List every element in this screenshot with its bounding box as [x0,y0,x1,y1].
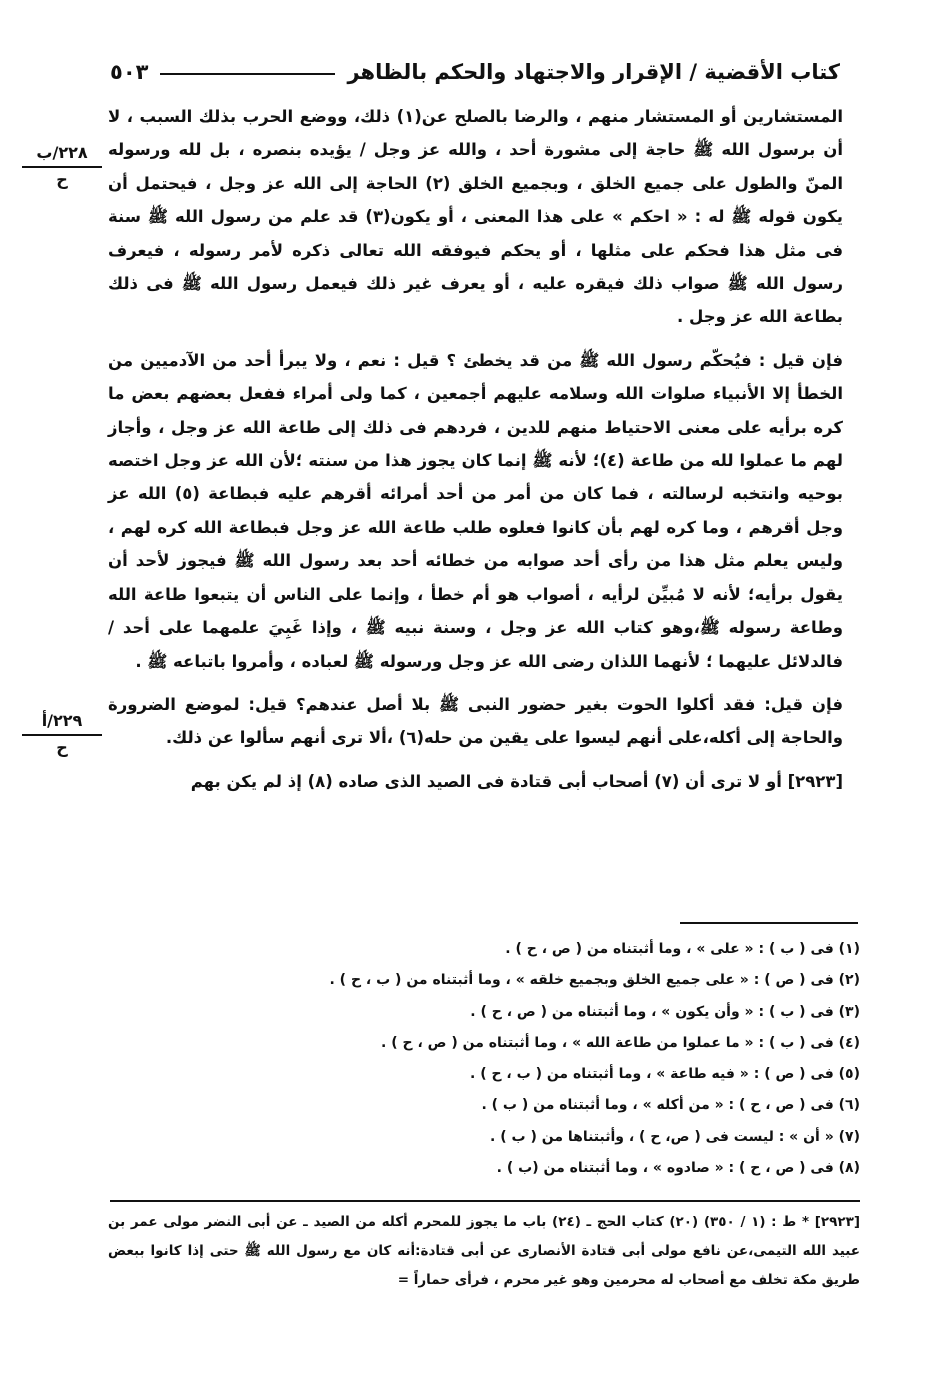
margin-note-manuscript: ح [56,738,68,757]
footnote: (٨) فى ( ص ، ح ) : « صادوه » ، وما أثبتناه من (ب ) . [496,1160,860,1177]
margin-note-folio-label: ٢٢٨/ب [22,142,102,168]
running-title: كتاب الأقضية / الإقرار والاجتهاد والحكم بالظاهر [347,60,840,84]
footnote-separator [680,922,858,924]
paragraph: [٢٩٢٣] أو لا ترى أن (٧) أصحاب أبى قتادة فى الصيد الذى صاده (٨) إذ لم يكن بهم [190,771,843,791]
footnotes [300,934,860,1184]
footnote: (٧) « أن » : ليست فى ( ص، ح ) ، وأثبتناها من ( ب ) . [490,1128,860,1145]
margin-note-folio-label: ٢٢٩/أ [22,710,102,736]
footnote: (١) فى ( ب ) : « على » ، وما أثبتناه من ( ص ، ح ) . [505,941,860,957]
paragraph: فإن قيل : فيُحكّم رسول الله ﷺ من قد يخطئ ؟ قيل : نعم ، ولا يبرأ أحد من الآدميين من الخطأ إلا الأنبياء صلوات الله وسلامه عليهم أجمعين ، كما ولى أمراء ففعل بعضهم بعض ما كره برأيه على معنى الاحتياط منهم للدين ، فردهم فى ذلك إلى طاعة الله عز وجل ، وأجاز لهم ما عملوا لله من طاعة (٤)؛ لأنه ﷺ إنما كان يجوز هذا من سنته ؛لأن الله عز وجل اختصه بوحيه وانتخبه لرسالته ، فما كان من أمر من أحد أمرائه أقرهم عليه فبطاعة (٥) الله عز وجل أقرهم ، وما كره لهم بأن كانوا فعلوه طلب طاعة الله عز وجل فبطاعة الله كره لهم ، وليس يعلم مثل هذا من رأى أحد صوابه من خطائه أحد بعد رسول الله ﷺ فيجوز لأحد أن يقول برأيه؛ لأنه لا مُبيِّن لرأيه ، أصواب هو أم خطأ ، وإنما على الناس أن يتبعوا طاعة الله وطاعة رسوله ﷺ،وهو كتاب الله عز وجل ، وسنة نبيه ﷺ ، وإذا غَبِيَ علمهما على أحد / فالدلائل عليهما ؛ لأنهما اللذان رضى الله عز وجل ورسوله ﷺ لعباده ، وأمروا باتباعه ﷺ . [108,350,843,671]
margin-note-manuscript: ح [56,170,68,189]
paragraph: فإن قيل: فقد أكلوا الحوت بغير حضور النبى ﷺ بلا أصل عندهم؟ قيل: لموضع الضرورة والحاجة إلى أكله،على أنهم ليسوا على يقين من حله(٦) ،ألا ترى أنهم سألوا عن ذلك. [108,694,843,748]
margin-note-folio [22,142,102,191]
reference-separator [110,1200,860,1202]
footnote: (٥) فى ( ص ) : « فيه طاعة » ، وما أثبتناه من ( ب ، ح ) . [470,1066,860,1083]
main-text [108,100,843,798]
page-number: ٥٠٣ [110,60,149,84]
footnote: (٤) فى ( ب ) : « ما عملوا من طاعة الله » ، وما أثبتناه من ( ص ، ح ) . [381,1034,860,1051]
hadith-reference: [٢٩٢٣] * ط : (١ / ٣٥٠) (٢٠) كتاب الحج ـ (٢٤) باب ما يجوز للمحرم أكله من الصيد ـ عن أبى النضر مولى عمر بن عبيد الله التيمى،عن نافع مولى أبى قتادة الأنصارى عن أبى قتادة:أنه كان مع رسول الله ﷺ حتى إذا كانوا ببعض طريق مكة تخلف مع أصحاب له محرمين وهو غير محرم ، فرأى حماراً = [108,1214,861,1288]
footnote: (٢) فى ( ص ) : « على جميع الخلق وبجميع خلقه » ، وما أثبتناه من ( ب ، ح ) . [329,972,860,989]
margin-note-folio [22,710,102,759]
header-rule [160,73,335,75]
footnote: (٦) فى ( ص ، ح ) : « من أكله » ، وما أثبتناه من ( ب ) . [481,1097,860,1114]
paragraph: المستشارين أو المستشار منهم ، والرضا بالصلح عن(١) ذلك، ووضع الحرب بذلك السبب ، لا أن برسول الله ﷺ حاجة إلى مشورة أحد ، والله عز وجل / يؤيده بنصره ، بل لله ورسوله المنّ والطول على جميع الخلق ، وبجميع الخلق (٢) الحاجة إلى الله عز وجل ، فيحتمل أن يكون قوله ﷺ له : « احكم » على هذا المعنى ، أو يكون(٣) قد علم من رسول الله ﷺ سنة فى مثل هذا فحكم على مثلها ، أو يحكم فيوفقه الله تعالى ذكره لأمر رسوله ، فيعرف رسول الله ﷺ صواب ذلك فيقره عليه ، أو يعرف غير ذلك فيعمل رسول الله ﷺ فى ذلك بطاعة الله عز وجل . [108,107,843,327]
footnote: (٣) فى ( ب ) : « وأن يكون » ، وما أثبتناه من ( ص ، ح ) . [470,1003,860,1020]
page-header [110,52,840,92]
